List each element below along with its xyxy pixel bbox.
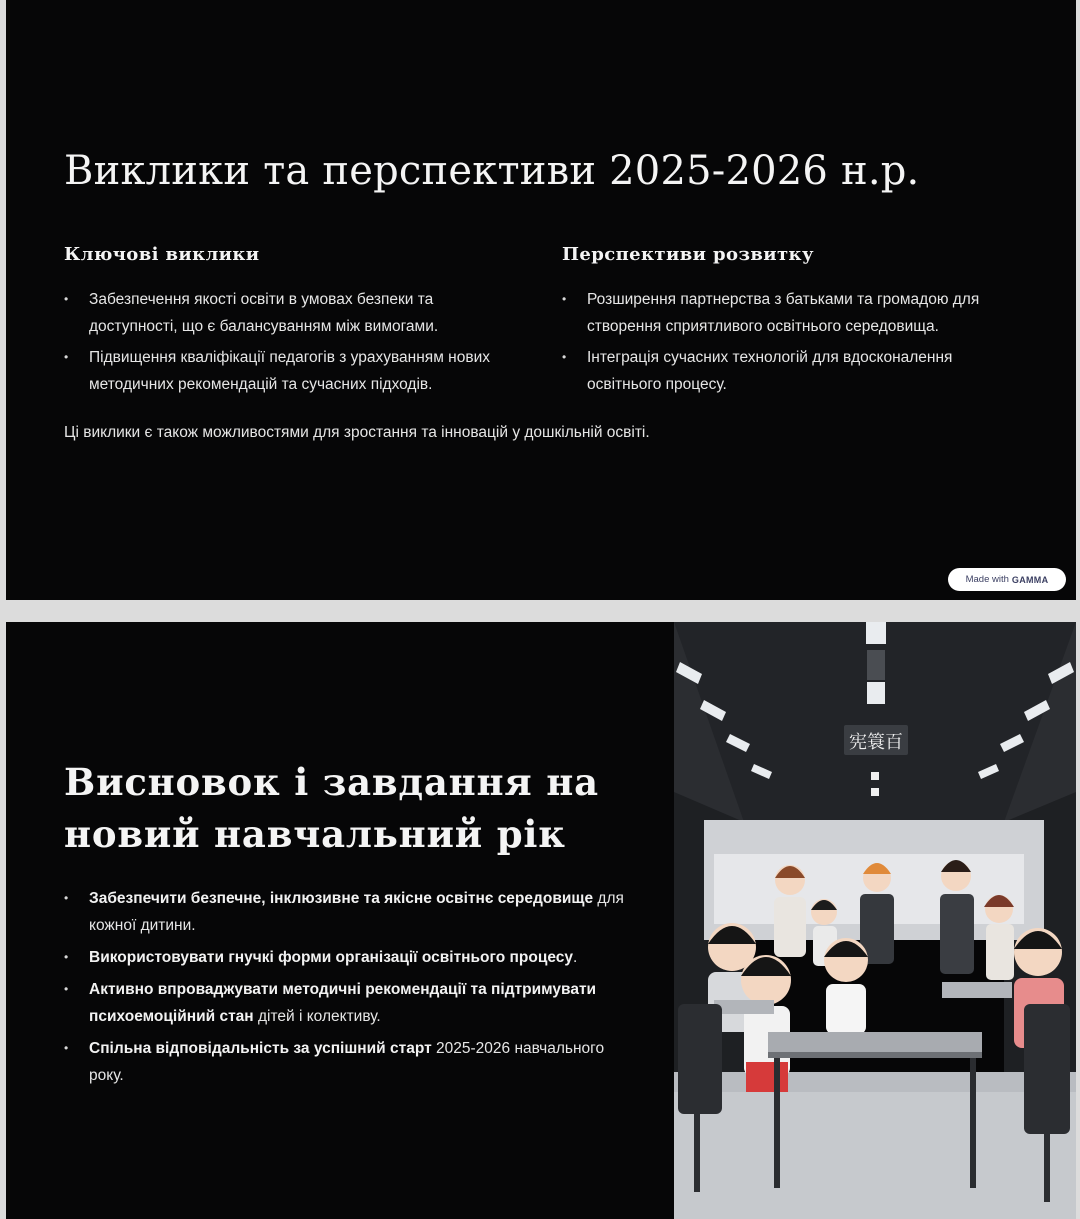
slide-title: Висновок і завдання на новий навчальний рік: [64, 760, 599, 856]
list-item: [64, 885, 634, 939]
slide-challenges: [6, 0, 1076, 600]
list-item: [64, 1035, 634, 1089]
list-item-bold: Забезпечити безпечне, інклюзивне та якісне освітнє середовище: [89, 890, 594, 907]
ceiling-sign-text: 宪簑百: [849, 732, 903, 753]
slide-conclusion: [6, 622, 1076, 1219]
list-item-rest: для кожної дитини.: [89, 890, 624, 934]
challenges-list: [64, 286, 504, 402]
challenges-heading: Ключові виклики: [64, 244, 260, 265]
classroom-illustration-svg: [674, 622, 1076, 1219]
list-item-bold: Спільна відповідальність за успішний старт: [89, 1040, 432, 1057]
gamma-logo: GAMMA: [1011, 574, 1049, 585]
list-item: • Підвищення кваліфікації педагогів з урахуванням нових методичних рекомендацій та сучасних підходів.: [64, 344, 504, 398]
prospects-list: [562, 286, 1002, 402]
tasks-list: [64, 885, 634, 1094]
slide-title: Виклики та перспективи 2025-2026 н.р.: [64, 148, 920, 194]
list-item-rest: дітей і колективу.: [253, 1008, 381, 1025]
badge-made-label: Made with: [965, 574, 1009, 585]
list-item: [64, 976, 634, 1030]
list-item: [64, 944, 634, 971]
list-item: • Розширення партнерства з батьками та громадою для створення сприятливого освітнього середовища.: [562, 286, 1002, 340]
list-item-rest: .: [573, 949, 578, 966]
slide-footnote: Ці виклики є також можливостями для зростання та інновацій у дошкільній освіті.: [64, 424, 650, 441]
list-item-bold: Активно впроваджувати методичні рекомендації та підтримувати психоемоційний стан: [89, 981, 597, 1025]
list-item: • Забезпечення якості освіти в умовах безпеки та доступності, що є балансуванням між вимогами.: [64, 286, 504, 340]
prospects-heading: Перспективи розвитку: [562, 244, 814, 265]
made-with-gamma-badge[interactable]: [948, 568, 1066, 591]
list-item-rest: 2025-2026 навчального року.: [89, 1040, 605, 1084]
list-item: • Інтеграція сучасних технологій для вдосконалення освітнього процесу.: [562, 344, 1002, 398]
classroom-illustration: [674, 622, 1076, 1219]
list-item-bold: Використовувати гнучкі форми організації освітнього процесу: [89, 949, 574, 966]
